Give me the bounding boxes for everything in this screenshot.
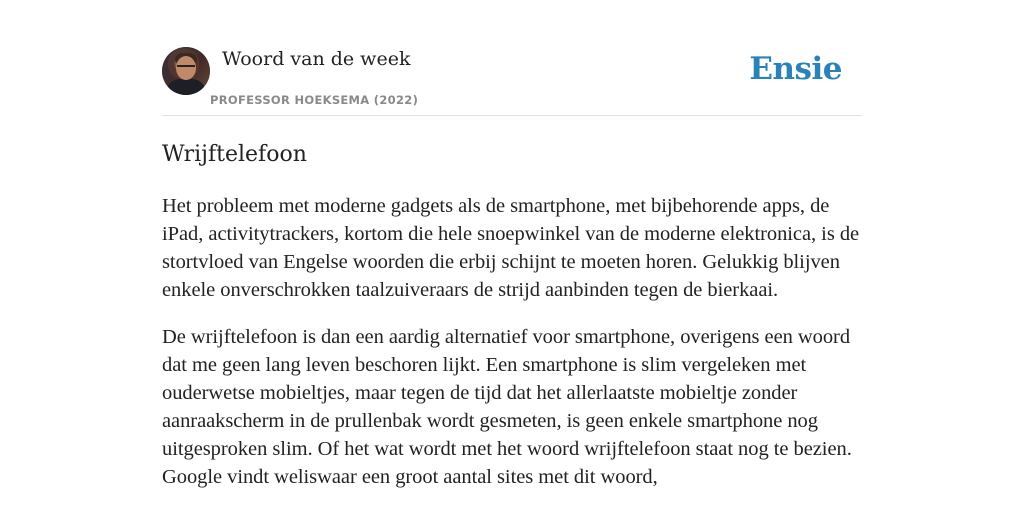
post-title: Wrijftelefoon [162,142,307,167]
header-divider [162,115,862,116]
blog-header [162,46,862,116]
article-page [162,0,862,512]
author-avatar[interactable] [162,47,210,95]
paragraph: De wrijftelefoon is dan een aardig alternatief voor smartphone, overigens een woord dat me geen lang leven beschoren lijkt. Een smartphone is slim vergeleken met ouderwetse mobieltjes, maar tegen de tijd dat het allerlaatste mobieltje zonder aanraakscherm in de prullenbak wordt gesmeten, is geen enkele smartphone nog uitgesproken slim. Of het wat wordt met het woord wrijftelefoon staat nog te bezien. Google vindt weliswaar een groot aantal sites met dit woord, [162,326,852,488]
author-name[interactable]: PROFESSOR HOEKSEMA (2022) [210,93,419,107]
paragraph: Het probleem met moderne gadgets als de smartphone, met bijbehorende apps, de iPad, activitytrackers, kortom die hele snoepwinkel van de moderne elektronica, is de stortvloed van Engelse woorden die erbij schijnt te moeten horen. Gelukkig blijven enkele onverschrokken taalzuiveraars de strijd aanbinden tegen de bierkaai. [162,195,860,301]
blog-title[interactable]: Woord van de week [222,48,411,70]
ensie-logo[interactable]: Ensie [749,51,842,87]
post-body [162,192,862,510]
